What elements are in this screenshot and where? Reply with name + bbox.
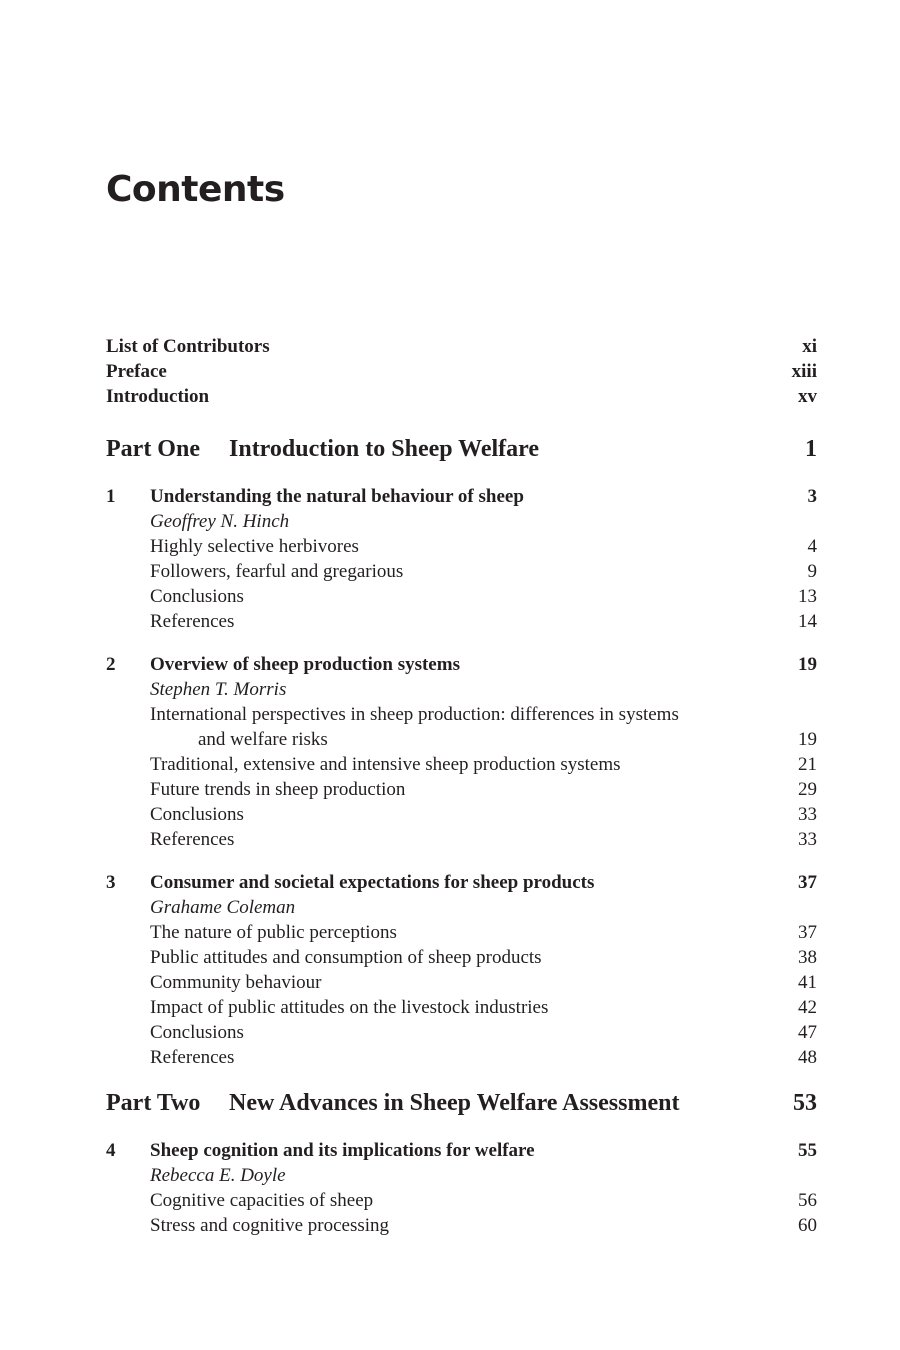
page-number: 37	[798, 922, 817, 943]
section-title: Cognitive capacities of sheep	[150, 1190, 374, 1211]
section-title: References	[150, 611, 235, 632]
part-label: Part One	[106, 436, 200, 462]
toc-entry-list-of-contributors[interactable]	[106, 334, 817, 359]
section-title: Traditional, extensive and intensive sheep production systems	[150, 754, 621, 775]
section-entry[interactable]	[106, 1020, 817, 1045]
section-title: Public attitudes and consumption of sheep products	[150, 947, 542, 968]
entry-label: List of Contributors	[106, 336, 270, 357]
page-number: 33	[798, 804, 817, 825]
page-number: 42	[798, 997, 817, 1018]
page-number: 4	[807, 536, 817, 557]
section-entry[interactable]	[106, 945, 817, 970]
section-title: Community behaviour	[150, 972, 322, 993]
section-entry[interactable]	[106, 777, 817, 802]
part-heading-text	[106, 1088, 679, 1118]
chapter-2	[106, 652, 817, 852]
page-number: 33	[798, 829, 817, 850]
section-entry[interactable]	[106, 1188, 817, 1213]
page-number: 37	[798, 872, 817, 893]
chapter-author: Rebecca E. Doyle	[150, 1165, 286, 1186]
page-number: 14	[798, 611, 817, 632]
chapter-1	[106, 484, 817, 634]
section-title: Conclusions	[150, 1022, 244, 1043]
page-number: 19	[798, 729, 817, 750]
section-entry[interactable]	[106, 827, 817, 852]
section-title: The nature of public perceptions	[150, 922, 397, 943]
page-number: xiii	[791, 361, 817, 382]
chapter-heading[interactable]	[106, 652, 817, 677]
section-title: Stress and cognitive processing	[150, 1215, 390, 1236]
chapter-title: Consumer and societal expectations for sheep products	[150, 872, 595, 893]
page-number: 56	[798, 1190, 817, 1211]
page-number: 1	[805, 436, 817, 462]
page-number: 48	[798, 1047, 817, 1068]
page-number: 3	[807, 486, 817, 507]
page-number: 19	[798, 654, 817, 675]
page-number: 21	[798, 754, 817, 775]
chapter-heading[interactable]	[106, 870, 817, 895]
section-entry[interactable]	[106, 970, 817, 995]
toc-entry-introduction[interactable]	[106, 384, 817, 409]
section-title-continuation: and welfare risks	[198, 729, 328, 750]
section-title	[150, 702, 777, 752]
part-title: Introduction to Sheep Welfare	[229, 436, 540, 462]
page-number: 55	[798, 1140, 817, 1161]
section-entry[interactable]	[106, 1213, 817, 1238]
section-title: Impact of public attitudes on the livestock industries	[150, 997, 549, 1018]
section-entry[interactable]	[106, 584, 817, 609]
section-entry[interactable]	[106, 752, 817, 777]
page-number: 60	[798, 1215, 817, 1236]
part-title: New Advances in Sheep Welfare Assessment	[229, 1090, 680, 1116]
section-title: Future trends in sheep production	[150, 779, 406, 800]
section-title-line: International perspectives in sheep production: differences in systems	[150, 704, 679, 725]
chapter-number: 1	[106, 486, 116, 507]
table-of-contents	[106, 334, 817, 1256]
part-heading-one[interactable]	[106, 434, 817, 464]
section-entry[interactable]	[106, 920, 817, 945]
section-title: Highly selective herbivores	[150, 536, 359, 557]
chapter-heading[interactable]	[106, 484, 817, 509]
page-number: 38	[798, 947, 817, 968]
chapter-author: Grahame Coleman	[150, 897, 296, 918]
chapter-number: 3	[106, 872, 116, 893]
chapter-4	[106, 1138, 817, 1238]
section-title: Conclusions	[150, 586, 244, 607]
chapter-heading[interactable]	[106, 1138, 817, 1163]
page-number: 41	[798, 972, 817, 993]
page-number: 47	[798, 1022, 817, 1043]
page-number: xv	[798, 386, 817, 407]
part-heading-two[interactable]	[106, 1088, 817, 1118]
part-heading-text	[106, 434, 539, 464]
section-title: Conclusions	[150, 804, 244, 825]
page-number: xi	[802, 336, 817, 357]
page-number: 53	[793, 1090, 817, 1116]
page-number: 13	[798, 586, 817, 607]
page-number: 29	[798, 779, 817, 800]
page-number: 9	[807, 561, 817, 582]
chapter-3	[106, 870, 817, 1070]
chapter-title: Overview of sheep production systems	[150, 654, 460, 675]
section-entry[interactable]	[106, 534, 817, 559]
toc-entry-preface[interactable]	[106, 359, 817, 384]
chapter-author: Geoffrey N. Hinch	[150, 511, 290, 532]
chapter-title: Sheep cognition and its implications for welfare	[150, 1140, 535, 1161]
section-title: References	[150, 1047, 235, 1068]
chapter-number: 4	[106, 1140, 116, 1161]
section-entry[interactable]	[106, 995, 817, 1020]
section-title: Followers, fearful and gregarious	[150, 561, 404, 582]
section-entry[interactable]	[106, 702, 817, 752]
chapter-number: 2	[106, 654, 116, 675]
page-title: Contents	[106, 169, 285, 210]
part-label: Part Two	[106, 1090, 201, 1116]
entry-label: Introduction	[106, 386, 210, 407]
section-entry[interactable]	[106, 802, 817, 827]
front-matter	[106, 334, 817, 409]
entry-label: Preface	[106, 361, 167, 382]
section-entry[interactable]	[106, 609, 817, 634]
section-entry[interactable]	[106, 559, 817, 584]
chapter-author: Stephen T. Morris	[150, 679, 287, 700]
section-entry[interactable]	[106, 1045, 817, 1070]
section-title: References	[150, 829, 235, 850]
chapter-title: Understanding the natural behaviour of sheep	[150, 486, 524, 507]
